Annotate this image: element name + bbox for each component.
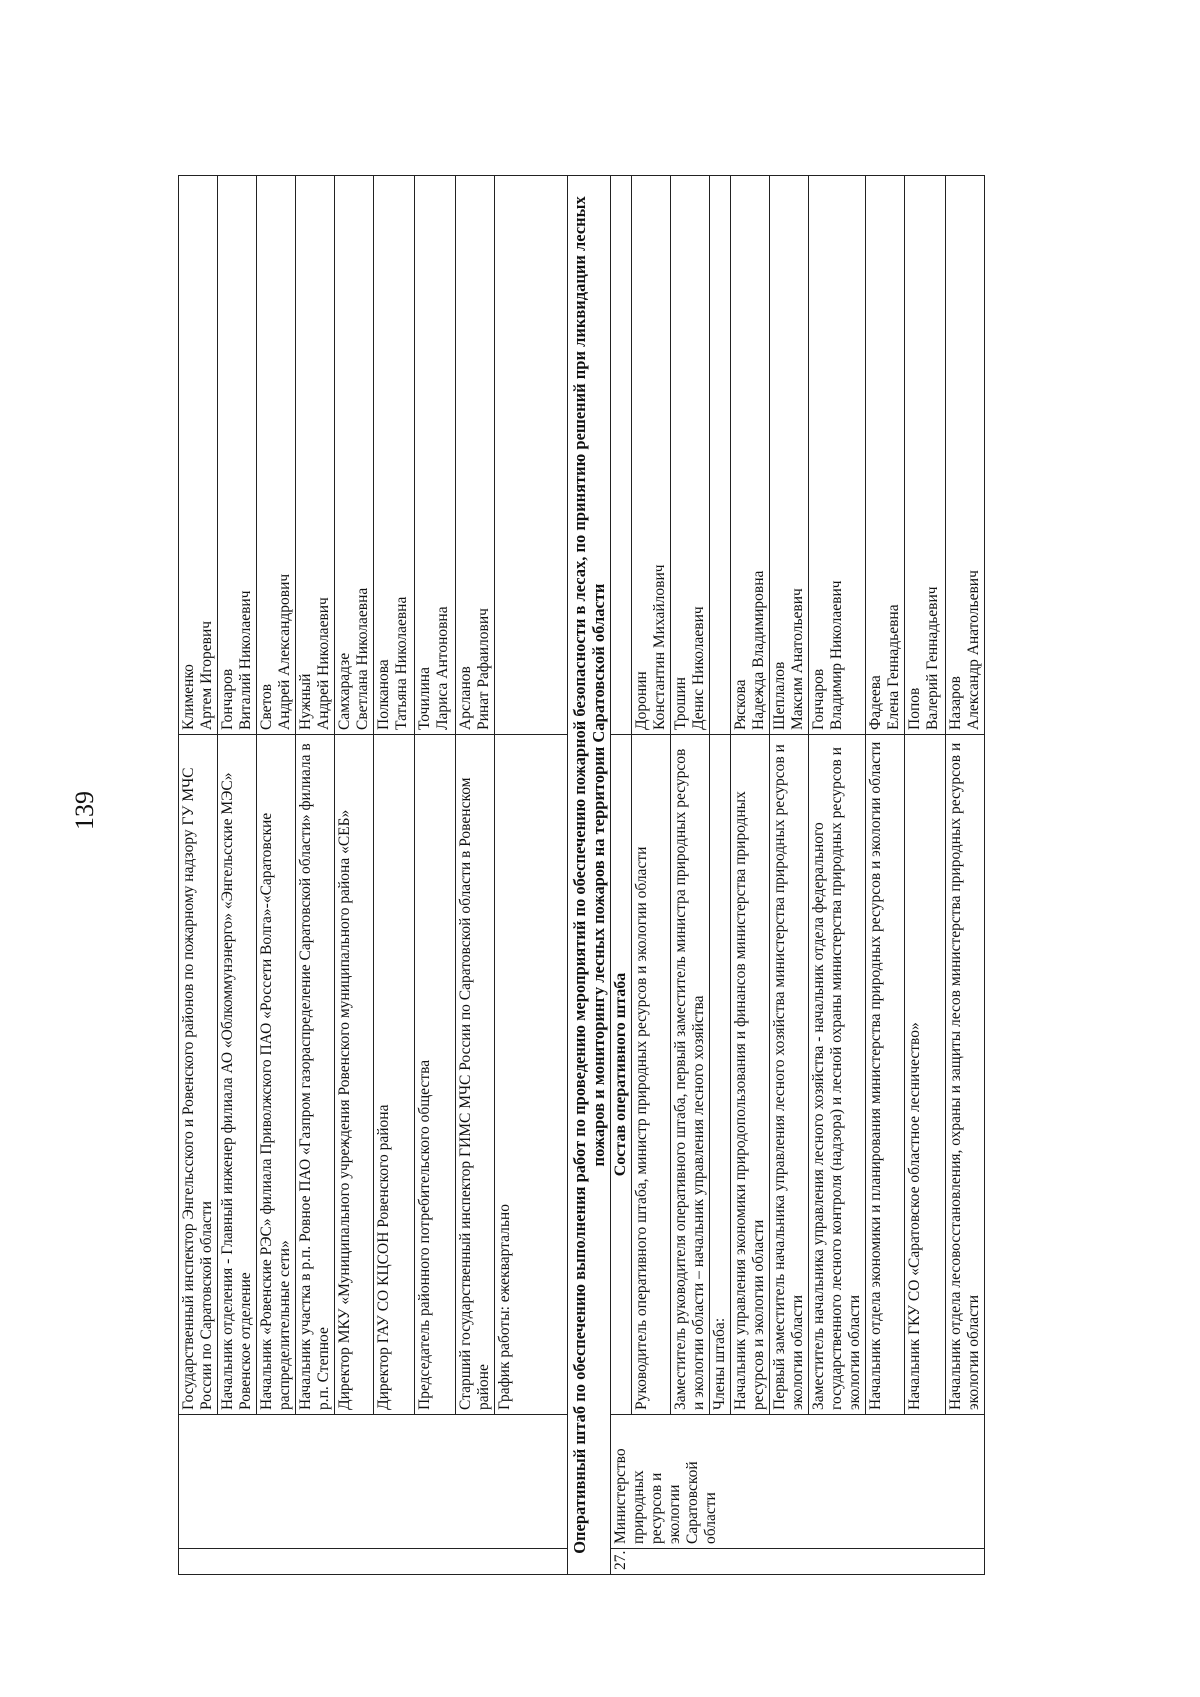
section-header: Оперативный штаб по обеспечению выполнения работ по проведению мероприятий по обеспечению пожарной безопасности в лесах, по принятию решений при ликвидации лесных пожаров и мониторингу лесных пожаров на территории Саратовской области <box>568 176 611 1575</box>
table-row <box>632 176 671 1575</box>
page-number: 139 <box>70 791 99 830</box>
position-cell: Начальник ГКУ СО «Саратовское областное лесничество» <box>905 735 946 1415</box>
table-row <box>905 176 946 1575</box>
table-row <box>946 176 985 1575</box>
position-cell: Директор МКУ «Муниципального учреждения Ровенского муниципального района «СЕБ» <box>335 735 374 1415</box>
position-cell: Государственный инспектор Энгельсского и Ровенского районов по пожарному надзору ГУ МЧС России по Саратовской области <box>179 735 218 1415</box>
position-cell: Члены штаба: <box>710 735 731 1415</box>
row-number-cell-empty <box>179 1549 568 1575</box>
position-cell: Заместитель начальника управления лесного хозяйства - начальник отдела федерального государственного лесного контроля (надзора) и лесной охраны министерства природных ресурсов и экологии области <box>809 735 866 1415</box>
name-cell: Попов Валерий Геннадьевич <box>905 176 946 735</box>
name-cell: Арсланов Ринат Рафаилович <box>456 176 495 735</box>
position-cell: Начальник отдела лесовосстановления, охраны и защиты лесов министерства природных ресурсов и экологии области <box>946 735 985 1415</box>
table-row <box>415 176 456 1575</box>
table-row <box>374 176 415 1575</box>
name-cell: Клименко Артем Игоревич <box>179 176 218 735</box>
position-cell: Начальник отделения - Главный инженер филиала АО «Облкоммунэнерго» «Энгельсские МЭС» Ровенское отделение <box>218 735 257 1415</box>
name-cell: Гончаров Виталий Николаевич <box>218 176 257 735</box>
table-row <box>179 176 218 1575</box>
name-cell: Светов Андрей Александрович <box>257 176 296 735</box>
table-row <box>809 176 866 1575</box>
name-cell: Точилина Лариса Антоновна <box>415 176 456 735</box>
table-row <box>456 176 495 1575</box>
name-cell: Гончаров Владимир Николаевич <box>809 176 866 735</box>
name-cell: Полканова Татьяна Николаевна <box>374 176 415 735</box>
position-cell: Начальник управления экономики природопользования и финансов министерства природных ресурсов и экологии области <box>731 735 770 1415</box>
name-cell: Назаров Александр Анатольевич <box>946 176 985 735</box>
table-row <box>611 176 632 1575</box>
position-cell: Первый заместитель начальника управления лесного хозяйства министерства природных ресурсов и экологии области <box>770 735 809 1415</box>
name-cell-empty <box>611 176 632 735</box>
table-row <box>770 176 809 1575</box>
name-cell: Самхарадзе Светлана Николаевна <box>335 176 374 735</box>
section-header-row <box>568 176 611 1575</box>
table-row <box>710 176 731 1575</box>
name-cell <box>710 176 731 735</box>
staff-table <box>178 175 985 1575</box>
table-row <box>866 176 905 1575</box>
position-cell: Председатель районного потребительского общества <box>415 735 456 1415</box>
table-row <box>218 176 257 1575</box>
rotated-table-sheet <box>178 175 1200 1575</box>
position-cell: Начальник участка в р.п. Ровное ПАО «Газпром газораспределение Саратовской области» филиала в р.п. Степное <box>296 735 335 1415</box>
name-cell <box>495 176 568 735</box>
position-cell: Заместитель руководителя оперативного штаба, первый заместитель министра природных ресурсов и экологии области – начальник управления лесного хозяйства <box>671 735 710 1415</box>
position-cell: Начальник «Ровенские РЭС» филиала Приволжского ПАО «Россети Волга»-«Саратовские распределительные сети» <box>257 735 296 1415</box>
organization-name: Министерство природных ресурсов и экологии Саратовской области <box>611 1415 985 1549</box>
name-cell: Трошин Денис Николаевич <box>671 176 710 735</box>
table-row <box>671 176 710 1575</box>
name-cell: Ряскова Надежда Владимировна <box>731 176 770 735</box>
position-cell: Руководитель оперативного штаба, министр природных ресурсов и экологии области <box>632 735 671 1415</box>
name-cell: Фадеева Елена Геннадьевна <box>866 176 905 735</box>
table-row <box>335 176 374 1575</box>
name-cell: Шеплалов Максим Анатольевич <box>770 176 809 735</box>
position-cell: Директор ГАУ СО КЦСОН Ровенского района <box>374 735 415 1415</box>
sub-header: Состав оперативного штаба <box>611 735 632 1415</box>
name-cell: Доронин Константин Михайлович <box>632 176 671 735</box>
table-row <box>495 176 568 1575</box>
row-number: 27. <box>611 1549 985 1575</box>
table-row <box>257 176 296 1575</box>
position-cell: График работы: ежеквартально <box>495 735 568 1415</box>
name-cell: Нужный Андрей Николаевич <box>296 176 335 735</box>
table-row <box>731 176 770 1575</box>
position-cell: Старший государственный инспектор ГИМС МЧС России по Саратовской области в Ровенском районе <box>456 735 495 1415</box>
organization-cell-empty <box>179 1415 568 1549</box>
table-row <box>296 176 335 1575</box>
position-cell: Начальник отдела экономики и планирования министерства природных ресурсов и экологии области <box>866 735 905 1415</box>
